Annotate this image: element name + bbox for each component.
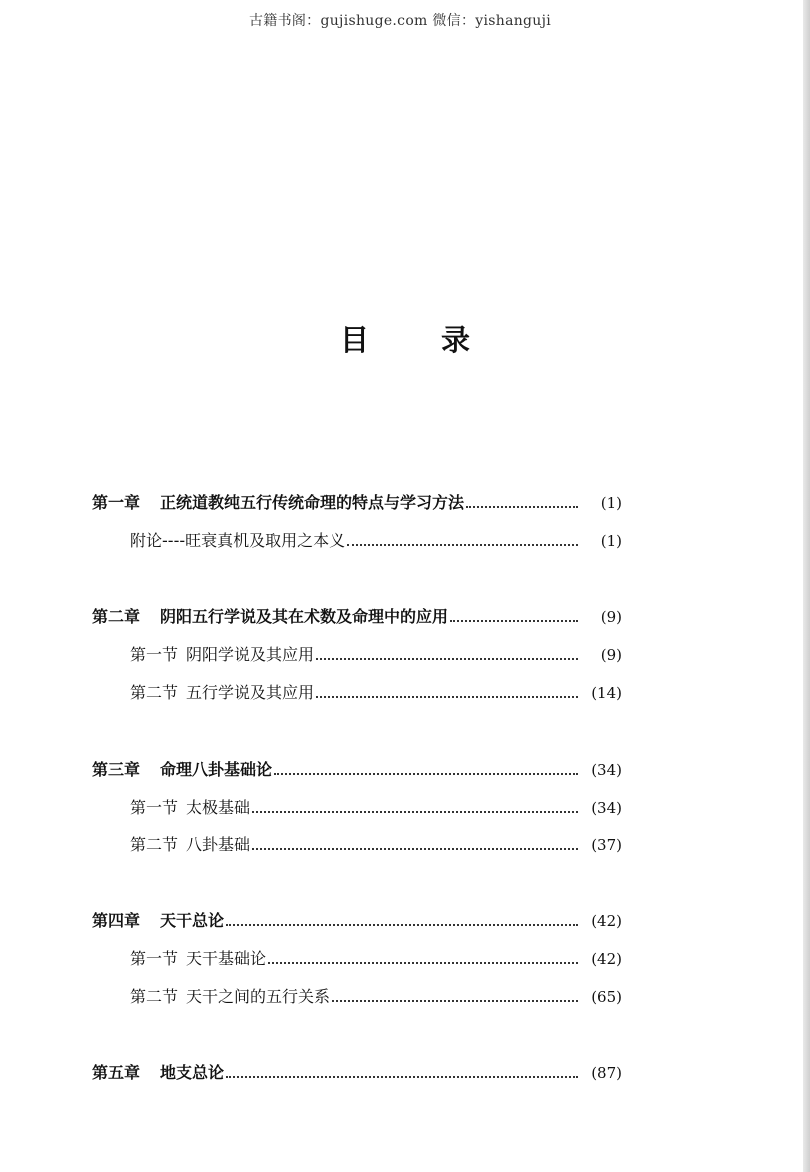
watermark-text: 古籍书阁：gujishuge.com 微信：yishanguji <box>248 13 552 29</box>
entry-title: 八卦基础 <box>186 835 251 854</box>
toc-entry-chapter-2[interactable] <box>92 604 622 628</box>
entry-number: 第四章 <box>92 911 141 930</box>
toc-entry-chapter-5[interactable] <box>92 1060 622 1084</box>
dot-leader <box>347 543 578 546</box>
entry-title: 天干总论 <box>160 911 225 930</box>
entry-page: (37) <box>591 836 622 854</box>
dot-leader <box>332 999 578 1002</box>
page-title-char-1: 目 <box>340 323 370 357</box>
entry-title: 地支总论 <box>160 1063 225 1082</box>
entry-title: 五行学说及其应用 <box>186 683 315 702</box>
entry-page: (42) <box>591 950 622 968</box>
dot-leader <box>316 695 578 698</box>
dot-leader <box>274 772 578 775</box>
entry-number: 附论 <box>130 531 163 550</box>
entry-title: 阴阳五行学说及其在术数及命理中的应用 <box>160 607 449 626</box>
toc-entry-chapter-3[interactable] <box>92 757 622 781</box>
entry-number: 第五章 <box>92 1063 141 1082</box>
dot-leader <box>466 505 578 508</box>
dot-leader <box>450 619 578 622</box>
page-edge <box>803 0 810 1172</box>
entry-page: (9) <box>600 646 622 664</box>
toc-entry-section[interactable] <box>130 832 622 856</box>
entry-page: (65) <box>591 988 622 1006</box>
entry-title: 命理八卦基础论 <box>160 760 273 779</box>
entry-number: 第二章 <box>92 607 141 626</box>
entry-page: (34) <box>591 799 622 817</box>
entry-number: 第二节 <box>130 835 179 854</box>
toc-entry-appendix[interactable] <box>130 528 622 552</box>
toc-entry-chapter-1[interactable] <box>92 490 622 514</box>
toc-entry-section[interactable] <box>130 984 622 1008</box>
entry-number: 第一节 <box>130 798 179 817</box>
entry-page: (1) <box>600 532 622 550</box>
page-title-char-2: 录 <box>440 323 470 357</box>
entry-number: 第一章 <box>92 493 141 512</box>
dot-leader <box>252 810 578 813</box>
entry-title: 天干之间的五行关系 <box>186 987 331 1006</box>
entry-page: (1) <box>600 494 622 512</box>
entry-page: (34) <box>591 761 622 779</box>
entry-page: (9) <box>600 608 622 626</box>
dot-leader <box>252 847 578 850</box>
entry-page: (87) <box>591 1064 622 1082</box>
dot-leader <box>268 961 578 964</box>
entry-number: 第一节 <box>130 645 179 664</box>
entry-title: ----旺衰真机及取用之本义 <box>162 531 346 550</box>
dot-leader <box>226 923 578 926</box>
dot-leader <box>226 1075 578 1078</box>
entry-page: (42) <box>591 912 622 930</box>
entry-title: 阴阳学说及其应用 <box>186 645 315 664</box>
page-title <box>340 318 470 359</box>
entry-number: 第一节 <box>130 949 179 968</box>
entry-title: 天干基础论 <box>186 949 267 968</box>
entry-number: 第三章 <box>92 760 141 779</box>
entry-number: 第二节 <box>130 987 179 1006</box>
dot-leader <box>316 657 578 660</box>
toc-entry-section[interactable] <box>130 946 622 970</box>
entry-title: 正统道教纯五行传统命理的特点与学习方法 <box>160 493 465 512</box>
toc-entry-section[interactable] <box>130 642 622 666</box>
entry-number: 第二节 <box>130 683 179 702</box>
toc-entry-section[interactable] <box>130 795 622 819</box>
entry-page: (14) <box>591 684 622 702</box>
toc-entry-section[interactable] <box>130 680 622 704</box>
toc-entry-chapter-4[interactable] <box>92 908 622 932</box>
entry-title: 太极基础 <box>186 798 251 817</box>
